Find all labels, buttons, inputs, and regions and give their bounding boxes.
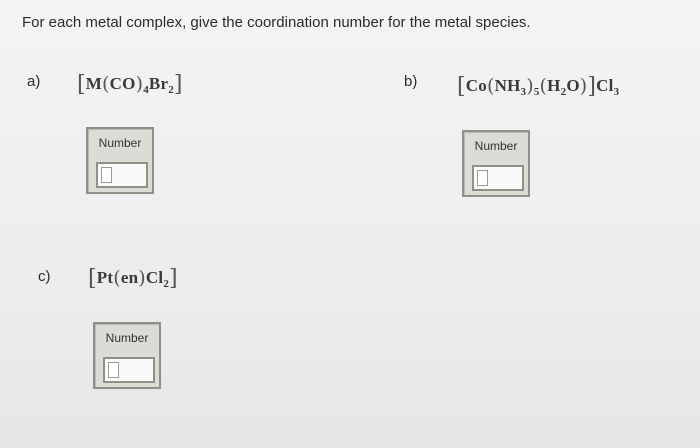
formula-b: $[Co(NH_3)_5(H_2O)]Cl_3$ [457, 74, 620, 99]
answer-widget-b [462, 130, 530, 197]
formula-b-ligand1: NH [494, 76, 521, 95]
answer-c-input[interactable] [103, 357, 155, 383]
formula-a-ligand1-count: 4 [143, 84, 149, 96]
formula-c-metal: Pt [96, 268, 114, 287]
formula-b-ligand2-tail: O [566, 76, 580, 95]
formula-a-metal: M [85, 74, 103, 93]
formula-b-ligand2: H [547, 76, 561, 95]
formula-b-metal: Co [465, 76, 487, 95]
question-c-label: c) [38, 268, 51, 285]
answer-a-input[interactable] [96, 162, 148, 188]
formula-a-ligand1: CO [109, 74, 136, 93]
formula-c-ligand2: Cl [145, 268, 164, 287]
formula-b-counterion: Cl [596, 76, 614, 95]
formula-c-ligand2-count: 2 [163, 278, 170, 290]
formula-b-counterion-count: 3 [613, 86, 620, 98]
answer-widget-c [93, 322, 161, 389]
formula-b-ligand1-count: 5 [533, 86, 540, 98]
question-prompt: For each metal complex, give the coordination number for the metal species. [22, 14, 531, 31]
formula-c-ligand1: en [120, 268, 139, 287]
formula-a-ligand2: Br [148, 74, 169, 93]
answer-c-label: Number [105, 331, 149, 345]
formula-c: $[Pt(en)Cl_2]$ [88, 266, 178, 291]
formula-b-ligand2-sub: 2 [560, 86, 567, 98]
formula-a: $[M(CO)_4Br_2]$ [77, 72, 183, 97]
answer-b-input[interactable] [472, 165, 524, 191]
empty-answer-icon [477, 170, 488, 186]
question-a-label: a) [27, 73, 41, 90]
question-b-label: b) [404, 73, 418, 90]
answer-a-label: Number [98, 136, 142, 150]
answer-b-label: Number [474, 139, 518, 153]
empty-answer-icon [101, 167, 112, 183]
formula-a-ligand2-count: 2 [168, 84, 174, 96]
answer-widget-a [86, 127, 154, 194]
formula-b-ligand1-sub: 3 [520, 86, 527, 98]
empty-answer-icon [108, 362, 119, 378]
